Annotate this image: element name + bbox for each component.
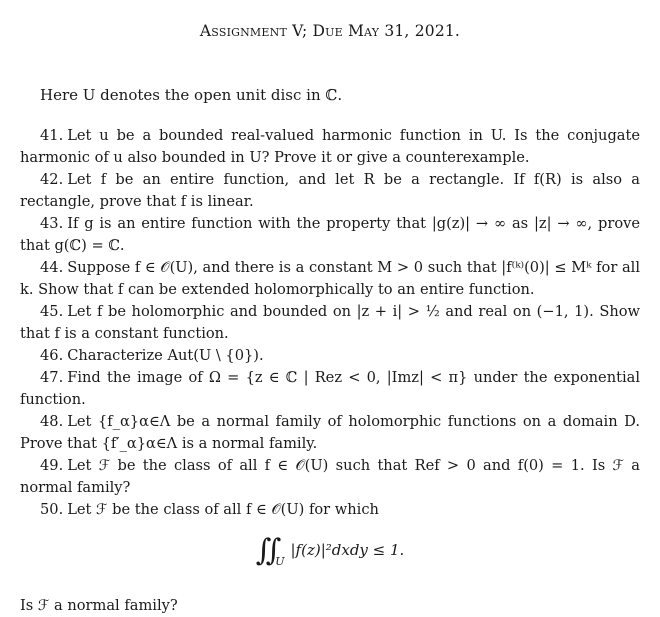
problem-number: 45. bbox=[40, 303, 64, 320]
problem-text: Let f be holomorphic and bounded on |z + i| > ½ and real on (−1, 1). Show that f is a constant function. bbox=[20, 303, 640, 342]
integral-display bbox=[20, 533, 640, 573]
problem-45 bbox=[20, 301, 640, 345]
integral-domain: U bbox=[275, 555, 285, 568]
problem-text: If g is an entire function with the property that |g(z)| → ∞ as |z| → ∞, prove that g(ℂ) = ℂ. bbox=[20, 215, 640, 254]
problem-number: 42. bbox=[40, 171, 64, 188]
double-integral-sign: ∬ bbox=[255, 533, 276, 568]
problem-47 bbox=[20, 367, 640, 411]
problem-number: 46. bbox=[40, 347, 64, 364]
problem-number: 48. bbox=[40, 413, 64, 430]
problem-number: 49. bbox=[40, 457, 64, 474]
problem-text: Let f be an entire function, and let R be a rectangle. If f(R) is also a rectangle, prove that f is linear. bbox=[20, 171, 640, 210]
problem-list bbox=[20, 125, 640, 617]
problem-text: Let u be a bounded real-valued harmonic function in U. Is the conjugate harmonic of u also bounded in U? Prove it or give a counterexample. bbox=[20, 127, 640, 166]
problem-48 bbox=[20, 411, 640, 455]
problem-41 bbox=[20, 125, 640, 169]
problem-42 bbox=[20, 169, 640, 213]
problem-text: Characterize Aut(U \ {0}). bbox=[67, 347, 264, 364]
problem-number: 47. bbox=[40, 369, 64, 386]
page-title: Assignment V; Due May 31, 2021. bbox=[199, 22, 461, 40]
problem-text: Let ℱ be the class of all f ∈ 𝒪(U) for which bbox=[67, 501, 379, 518]
problem-43 bbox=[20, 213, 640, 257]
problem-number: 43. bbox=[40, 215, 64, 232]
problem-49 bbox=[20, 455, 640, 499]
followup-question: Is ℱ a normal family? bbox=[20, 597, 178, 614]
problem-number: 44. bbox=[40, 259, 64, 276]
problem-text: Find the image of Ω = {z ∈ ℂ | Rez < 0, |Imz| < π} under the exponential function. bbox=[20, 369, 640, 408]
integral-expression: |f(z)|²dxdy ≤ 1. bbox=[290, 541, 405, 559]
problem-50 bbox=[20, 499, 640, 521]
problem-text: Suppose f ∈ 𝒪(U), and there is a constant M > 0 such that |f⁽ᵏ⁾(0)| ≤ Mᵏ for all k. Show that f can be extended holomorphically to an entire function. bbox=[20, 259, 640, 298]
problem-number: 41. bbox=[40, 127, 64, 144]
problem-46 bbox=[20, 345, 640, 367]
problem-number: 50. bbox=[40, 501, 64, 518]
intro-text: Here U denotes the open unit disc in ℂ. bbox=[40, 86, 343, 104]
problem-text: Let {f_α}α∈Λ be a normal family of holomorphic functions on a domain D. Prove that {f′_α}α∈Λ is a normal family. bbox=[20, 413, 640, 452]
problem-44 bbox=[20, 257, 640, 301]
problem-text: Let ℱ be the class of all f ∈ 𝒪(U) such that Ref > 0 and f(0) = 1. Is ℱ a normal family? bbox=[20, 457, 640, 496]
